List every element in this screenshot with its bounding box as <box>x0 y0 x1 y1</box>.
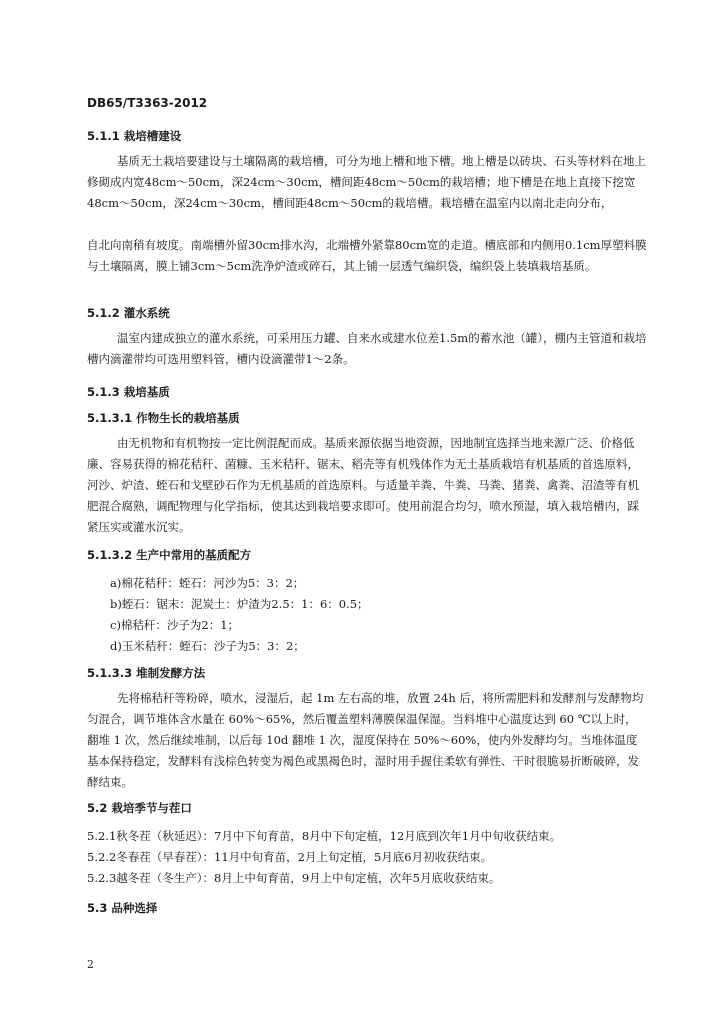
section-heading-5-1-3: 5.1.3 栽培基质 <box>87 385 170 399</box>
section-heading-5-3: 5.3 品种选择 <box>87 901 158 915</box>
list-item: 5.2.2冬春茬（早春茬）：11月中旬育苗，2月上旬定植，5月底6月初收获结束。 <box>87 850 493 864</box>
list-item: a)棉花秸秆：蛭石：河沙为5：3：2； <box>110 576 305 590</box>
list-item: d)玉米秸秆：蛭石：沙子为5：3：2； <box>110 639 305 653</box>
section-heading-5-1-3-3: 5.1.3.3 堆制发酵方法 <box>87 666 206 680</box>
section-heading-5-1-3-1: 5.1.3.1 作物生长的栽培基质 <box>87 411 240 425</box>
paragraph-5-1-3-3: 先将棉秸秆等粉碎，喷水，浸湿后，起 1m 左右高的堆，放置 24h 后，将所需肥料和发酵剂与发酵物均匀混合，调节堆体含水量在 60%～65%，然后覆盖塑料薄膜保温保湿。当料堆中心温度达到 60 ℃以上时，翻堆 1 次，然后继续堆制，以后每 10d 翻堆 1 次，湿度保持在 50%～60%，使内外发酵均匀。当堆体温度基本保持稳定，发酵料有浅棕色转变为褐色或黑褐色时，湿时用手握住柔软有弹性、干时很脆易折断破碎，发酵结束。 <box>87 691 644 789</box>
page-number: 2 <box>87 958 94 971</box>
list-item: b)蛭石：锯末：泥炭土：炉渣为2.5：1：6：0.5； <box>110 597 369 611</box>
document-code: DB65/T3363-2012 <box>87 96 208 110</box>
paragraph-5-1-1-a: 基质无土栽培要建设与土壤隔离的栽培槽，可分为地上槽和地下槽。地上槽是以砖块、石头等材料在地上修砌成内宽48cm～50cm，深24cm～30cm，槽间距48cm～50cm的栽培槽；地下槽是在地上直接下挖宽48cm～50cm，深24cm～30cm，槽间距48cm～50cm的栽培槽。栽培槽在温室内以南北走向分布， <box>87 154 646 210</box>
list-item: 5.2.1秋冬茬（秋延迟）：7月中下旬育苗，8月中下旬定植，12月底到次年1月中旬收获结束。 <box>87 829 562 843</box>
paragraph-5-1-3-1: 由无机物和有机物按一定比例混配而成。基质来源依据当地资源，因地制宜选择当地来源广泛、价格低廉、容易获得的棉花秸秆、菌糠、玉米秸秆、锯末、稻壳等有机残体作为无土基质栽培有机基质的首选原料，河沙、炉渣、蛭石和戈壁砂石作为无机基质的首选原料。与适量羊粪、牛粪、马粪、猪粪、禽粪、沼渣等有机肥混合腐熟，调配物理与化学指标，使其达到栽培要求即可。使用前混合均匀，喷水预湿，填入栽培槽内，踩紧压实或灌水沉实。 <box>87 436 639 534</box>
list-item: 5.2.3越冬茬（冬生产）：8月上中旬育苗，9月上中旬定植，次年5月底收获结束。 <box>87 871 501 885</box>
section-heading-5-1-1: 5.1.1 栽培槽建设 <box>87 129 182 143</box>
paragraph-5-1-2: 温室内建成独立的灌水系统，可采用压力罐、自来水或建水位差1.5m的蓄水池（罐），棚内主管道和栽培槽内滴灌带均可选用塑料管，槽内设滴灌带1～2条。 <box>87 331 647 366</box>
paragraph-5-1-1-b: 自北向南稍有坡度。南端槽外留30cm排水沟，北端槽外紧靠80cm宽的走道。槽底部和内侧用0.1cm厚塑料膜与土壤隔离，膜上铺3cm～5cm洗净炉渣或碎石，其上铺一层透气编织袋，编织袋上装填栽培基质。 <box>87 238 647 273</box>
section-heading-5-1-2: 5.1.2 灌水系统 <box>87 306 170 320</box>
section-heading-5-2: 5.2 栽培季节与茬口 <box>87 801 192 815</box>
list-item: c)棉秸秆：沙子为2：1； <box>110 618 240 632</box>
section-heading-5-1-3-2: 5.1.3.2 生产中常用的基质配方 <box>87 548 252 562</box>
